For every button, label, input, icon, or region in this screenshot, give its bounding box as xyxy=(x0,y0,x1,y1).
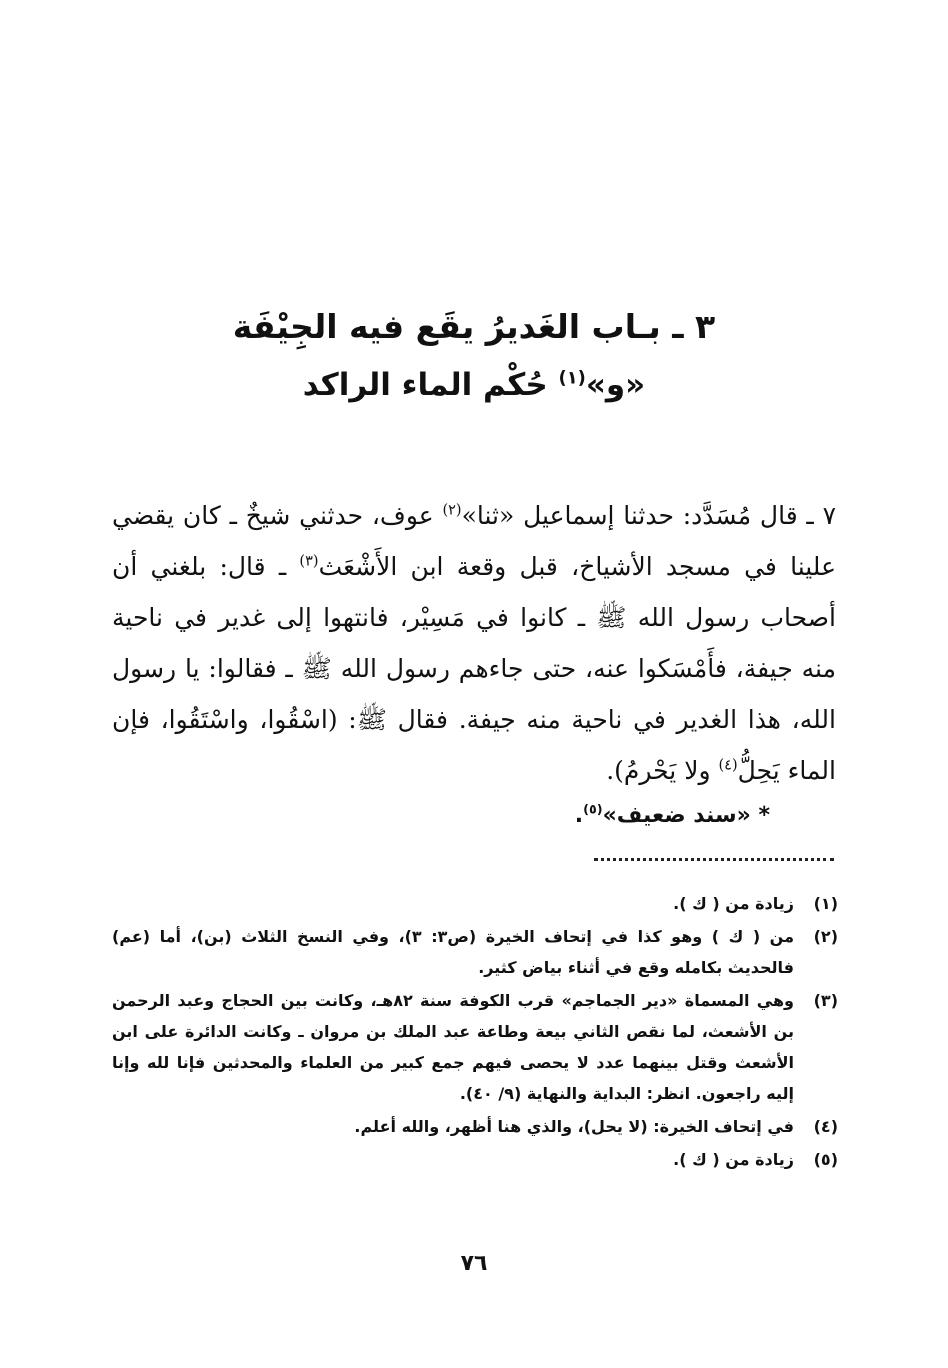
footnote-number: (١) xyxy=(813,894,838,913)
isnad-grading xyxy=(575,796,770,836)
footnote-text: زيادة من ( ك ). xyxy=(673,894,794,913)
footnote-text: وهي المسماة «دير الجماجم» قرب الكوفة سنة ٨٢هـ، وكانت بين الحجاج وعبد الرحمن بن الأشعث، لما نقص الثاني بيعة وطاعة عبد الملك بن مروان ـ وكانت الدائرة على ابن الأشعث وقتل بينهما عدد لا يحصى فيهم جمع كبير من العلماء والمحدثين فإنا لله وإنا إليه راجعون. انظر: البداية والنهاية (٩/ ٤٠). xyxy=(112,991,795,1103)
footnote-text: في إتحاف الخيرة: (لا يحل)، والذي هنا أظهر، والله أعلم. xyxy=(354,1117,794,1136)
hadith-part: ـ قال: بلغني أن أصحاب رسول الله ﷺ ـ كانوا في مَسِيْر، فانتهوا إلى غدير في ناحية منه جيفة، فأَمْسَكوا عنه، حتى جاءهم رسول الله ﷺ ـ فقالوا: يا رسول الله، هذا الغدير في ناحية منه جيفة. فقال ﷺ: (اسْقُوا، واسْتَقُوا، فإن الماء يَحِلُّ xyxy=(112,552,836,785)
chapter-title-prefix: «و» xyxy=(585,367,646,403)
page-number: ٧٦ xyxy=(460,1251,488,1276)
footnote-number: (٣) xyxy=(813,991,838,1010)
footnote-separator xyxy=(594,858,834,861)
chapter-title-line-1: ٣ ـ بـاب الغَديرُ يقَع فيه الجِيْفَة xyxy=(232,307,716,346)
footnote-ref-2: (٢) xyxy=(442,502,462,519)
footnote-item xyxy=(112,921,838,983)
chapter-title xyxy=(100,298,848,414)
footnote-item xyxy=(112,1111,838,1142)
footnote-item xyxy=(112,985,838,1109)
footnote-number: (٤) xyxy=(813,1117,838,1136)
chapter-title-line-2 xyxy=(100,356,848,414)
footnote-ref-4: (٤) xyxy=(718,757,738,774)
hadith-part: ٧ ـ قال مُسَدَّد: حدثنا إسماعيل «ثنا» xyxy=(461,501,836,530)
hadith-part: عوف، حدثني شيخٌ ـ كان يقضي علينا في مسجد الأشياخ، قبل وقعة ابن الأَشْعَث xyxy=(112,501,836,581)
chapter-title-subtitle: حُكْم الماء الراكد xyxy=(302,367,559,403)
footnote-text: زيادة من ( ك ). xyxy=(673,1150,794,1169)
footnote-item xyxy=(112,1144,838,1175)
footnote-number: (٢) xyxy=(813,927,838,946)
grading-end: . xyxy=(574,803,584,828)
footnote-ref-5: (٥) xyxy=(583,802,603,818)
grading-text: * «سند ضعيف» xyxy=(602,803,770,828)
footnote-ref-3: (٣) xyxy=(299,553,319,570)
footnote-number: (٥) xyxy=(813,1150,838,1169)
footnote-text: من ( ك ) وهو كذا في إتحاف الخيرة (ص٣: ٣)، وفي النسخ الثلاث (بن)، أما (عم) فالحديث بكامله وقع في أثناء بياض كثير. xyxy=(112,927,794,977)
hadith-part: ولا يَحْرمُ). xyxy=(606,756,719,785)
footnote-ref-1: (١) xyxy=(558,367,586,389)
footnote-item xyxy=(112,888,838,919)
hadith-text xyxy=(112,490,836,796)
footnotes xyxy=(112,888,838,1177)
